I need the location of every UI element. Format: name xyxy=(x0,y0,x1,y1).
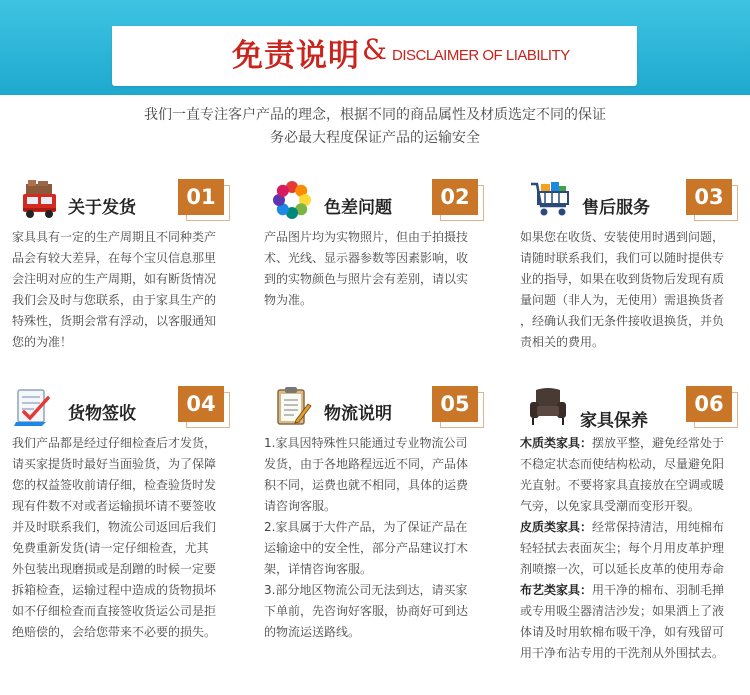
text-line: 产品图片均为实物照片，但由于拍摄技 xyxy=(264,230,469,244)
armchair-icon xyxy=(526,384,570,428)
text-line: 用干净布沾专用的干洗剂从外围拭去。 xyxy=(520,646,725,660)
text-line: 我们会及时与您联系，由于家具生产的 xyxy=(12,293,217,307)
text-line: 轻轻拭去表面灰尘；每个月用皮革护理 xyxy=(520,541,725,555)
text-line: 量问题（非人为，无使用）需退换货者 xyxy=(520,293,725,307)
item-number-badge: 03 xyxy=(686,179,732,215)
item-number-badge: 04 xyxy=(178,386,224,422)
section-text: 经常保持清洁，用纯棉布 xyxy=(592,520,725,534)
title-ampersand: & xyxy=(362,33,387,66)
text-line: 到的实物颜色与照片会有差别，请以实 xyxy=(264,272,469,286)
item-text xyxy=(264,227,504,311)
text-line: 责相关的费用。 xyxy=(520,335,605,349)
text-line: 特殊性，货期会常有浮动，以客服通知 xyxy=(12,314,217,328)
text-line: 免费重新发货(请一定仔细检查，尤其 xyxy=(12,541,209,555)
text-line: 3.部分地区物流公司无法到达，请买家 xyxy=(264,583,468,597)
section-keyword: 布艺类家具： xyxy=(520,583,593,597)
text-line: 请随时联系我们，我们可以随时提供专 xyxy=(520,251,725,265)
text-line: 架，详情咨询客服。 xyxy=(264,562,373,576)
text-line: 体请及时用软棉布吸干净，如有残留可 xyxy=(520,625,725,639)
item-number-badge: 05 xyxy=(432,386,478,422)
item-title: 家具保养 xyxy=(580,411,648,431)
text-line: 光直射。不要将家具直接放在空调或暖 xyxy=(520,478,725,492)
text-line: 现有件数不对或者运输损坏请不要签收 xyxy=(12,499,217,513)
text-line: 拆箱检查，运输过程中造成的货物损坏 xyxy=(12,583,217,597)
text-line: 绝赔偿的，会给您带来不必要的损失。 xyxy=(12,625,217,639)
text-line: 您的为准！ xyxy=(12,335,73,349)
item-text xyxy=(520,433,750,664)
text-line: 如不仔细检查而直接签收货运公司是拒 xyxy=(12,604,217,618)
text-line: 如果您在收货、安装使用时遇到问题， xyxy=(520,230,725,244)
text-line: 请咨询客服。 xyxy=(264,499,337,513)
item-number-badge: 02 xyxy=(432,179,478,215)
color-wheel-icon xyxy=(270,178,314,222)
item-text xyxy=(520,227,750,353)
item-title: 关于发货 xyxy=(68,198,136,218)
text-line: 家具具有一定的生产周期且不同种类产 xyxy=(12,230,217,244)
text-line: 气旁，以免家具受潮而变形开裂。 xyxy=(520,499,701,513)
text-line: 不稳定状态而使结构松动，尽量避免阳 xyxy=(520,457,725,471)
item-number-badge: 01 xyxy=(178,179,224,215)
text-line: 或专用吸尘器清洁沙发；如果洒上了液 xyxy=(520,604,725,618)
text-line: 我们产品都是经过仔细检查后才发货， xyxy=(12,436,217,450)
section-text: 摆放平整，避免经常处于 xyxy=(592,436,725,450)
text-line: 请买家提货时最好当面验货，为了保障 xyxy=(12,457,217,471)
item-title: 货物签收 xyxy=(68,404,136,424)
text-line: 运输途中的安全性，部分产品建议打木 xyxy=(264,541,469,555)
text-line: 术、光线、显示器参数等因素影响，收 xyxy=(264,251,469,265)
shopping-cart-icon xyxy=(528,178,572,222)
delivery-truck-icon xyxy=(18,178,62,222)
section-text: 用干净的棉布、羽制毛掸 xyxy=(592,583,725,597)
text-line: 您的权益签收前请仔细，检查验货时发 xyxy=(12,478,217,492)
text-line: ，经确认我们无条件接收退换货，并负 xyxy=(520,314,725,328)
item-text xyxy=(264,433,504,643)
section-keyword: 皮质类家具： xyxy=(520,520,593,534)
text-line: 业的指导，如果在收到货物后发现有质 xyxy=(520,272,725,286)
section-keyword: 木质类家具： xyxy=(520,436,593,450)
text-line: 下单前，先咨询好客服，协商好可到达 xyxy=(264,604,469,618)
text-line: 剂喷擦一次，可以延长皮革的使用寿命 xyxy=(520,562,725,576)
clipboard-icon xyxy=(270,384,314,428)
text-line: 品会有较大差异，在每个宝贝信息那里 xyxy=(12,251,217,265)
text-line: 的物流运送路线。 xyxy=(264,625,361,639)
text-line: 2.家具属于大件产品，为了保证产品在 xyxy=(264,520,468,534)
intro-line-2: 务必最大程度保证产品的运输安全 xyxy=(270,130,480,146)
text-line: 会注明对应的生产周期，如有断货情况 xyxy=(12,272,217,286)
item-text xyxy=(12,227,252,353)
intro-line-1: 我们一直专注客户产品的理念，根据不同的商品属性及材质选定不同的保证 xyxy=(144,107,606,123)
text-line xyxy=(520,580,750,601)
page-title: 免责说明 xyxy=(232,38,360,74)
page-title-english: DISCLAIMER OF LIABILITY xyxy=(392,47,570,64)
text-line: 1.家具因特殊性只能通过专业物流公司 xyxy=(264,436,468,450)
item-number-badge: 06 xyxy=(686,386,732,422)
item-title: 物流说明 xyxy=(324,404,392,424)
item-title: 色差问题 xyxy=(324,198,392,218)
text-line: 发货，由于各地路程远近不同，产品体 xyxy=(264,457,469,471)
item-title: 售后服务 xyxy=(582,198,650,218)
text-line xyxy=(520,517,750,538)
text-line: 外包装出现磨损或是刮蹭的时候一定要 xyxy=(12,562,217,576)
text-line: 并及时联系我们，物流公司返回后我们 xyxy=(12,520,217,534)
text-line xyxy=(520,433,750,454)
text-line: 积不同，运费也就不相同，具体的运费 xyxy=(264,478,469,492)
item-text xyxy=(12,433,252,643)
checklist-icon xyxy=(12,384,56,428)
text-line: 物为准。 xyxy=(264,293,313,307)
